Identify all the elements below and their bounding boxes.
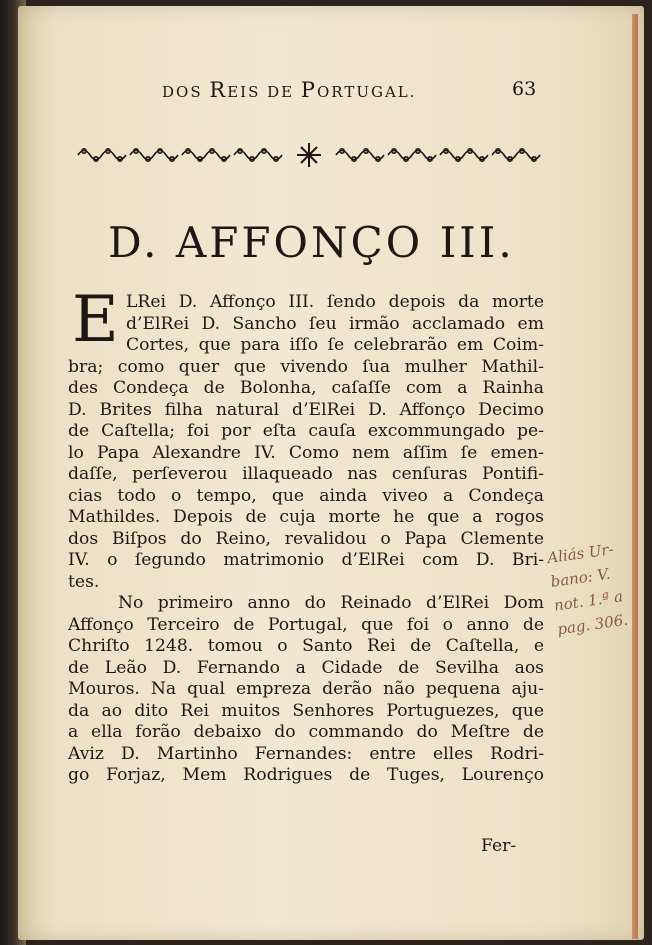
running-head-part: EIS DE — [227, 83, 301, 101]
page-edge — [632, 14, 638, 939]
text-line: No primeiro anno do Reinado d’ElRei Dom — [118, 593, 544, 613]
page-number: 63 — [512, 78, 537, 100]
text-line: Mouros. Na qual empreza derão não pequena aju- — [68, 679, 544, 699]
running-head-part: DOS — [162, 83, 210, 101]
text-line: de Leão D. Fernando a Cidade de Sevilha aos — [68, 657, 544, 678]
text-line: Affonço Terceiro de Portugal, que foi o anno de — [68, 614, 544, 635]
ornamental-divider — [74, 140, 544, 170]
text-line: bra; como quer que vivendo ſua mulher Mathil- — [68, 356, 544, 377]
note-line: not. 1.ª a — [552, 587, 625, 615]
body-text — [68, 283, 544, 787]
text-line: tes. — [68, 571, 100, 592]
text-line: IV. o ſegundo matrimonio d’ElRei com D. Bri- — [68, 550, 544, 570]
drop-cap: E — [72, 283, 119, 357]
running-head-part: P — [300, 78, 317, 102]
note-line: Aliás Ur- — [546, 539, 615, 568]
text-line: daſſe, perſeverou illaqueado nas cenſuras Pontifi- — [68, 464, 544, 484]
text-line: Aviz D. Martinho Fernandes: entre elles Rodri- — [68, 743, 544, 764]
text-line: da ao dito Rei muitos Senhores Portuguezes, que — [68, 700, 544, 721]
text-line: cias todo o tempo, que ainda viveo a Condeça — [68, 485, 544, 506]
star-icon — [297, 143, 321, 167]
note-line: bano: V. — [549, 564, 612, 591]
handwritten-marginal-note — [546, 535, 643, 642]
running-head-part: ORTUGAL. — [317, 83, 417, 101]
text-line: d’ElRei D. Sancho ſeu irmão acclamado em — [126, 313, 544, 334]
catchword: Fer- — [481, 836, 517, 856]
text-line: lo Papa Alexandre IV. Como nem aſſim ſe emen- — [68, 442, 544, 463]
running-head — [162, 78, 417, 102]
text-line: Cortes, que para iſſo ſe celebrarão em Coim- — [126, 335, 544, 355]
running-head-part: R — [209, 78, 228, 102]
chapter-title: D. AFFONÇO III. — [108, 218, 515, 268]
text-line: de Caſtella; foi por eſta cauſa excommungado pe- — [68, 421, 544, 441]
text-line: Mathildes. Depois de cuja morte he que a rogos — [68, 507, 544, 527]
text-line: dos Biſpos do Reino, revalidou o Papa Clemente — [68, 528, 544, 549]
note-line: pag. 306. — [556, 610, 630, 639]
text-line: D. Brites filha natural d’ElRei D. Affonço Decimo — [68, 399, 544, 420]
text-line: go Forjaz, Mem Rodrigues de Tuges, Lourenço — [68, 765, 544, 785]
text-line: LRei D. Affonço III. ſendo depois da morte — [126, 292, 544, 312]
text-line: des Condeça de Bolonha, caſaſſe com a Rainha — [68, 378, 544, 398]
text-line: a ella forão debaixo do commando do Meſtre de — [68, 722, 544, 742]
text-line: Chriſto 1248. tomou o Santo Rei de Caſtella, e — [68, 636, 544, 656]
